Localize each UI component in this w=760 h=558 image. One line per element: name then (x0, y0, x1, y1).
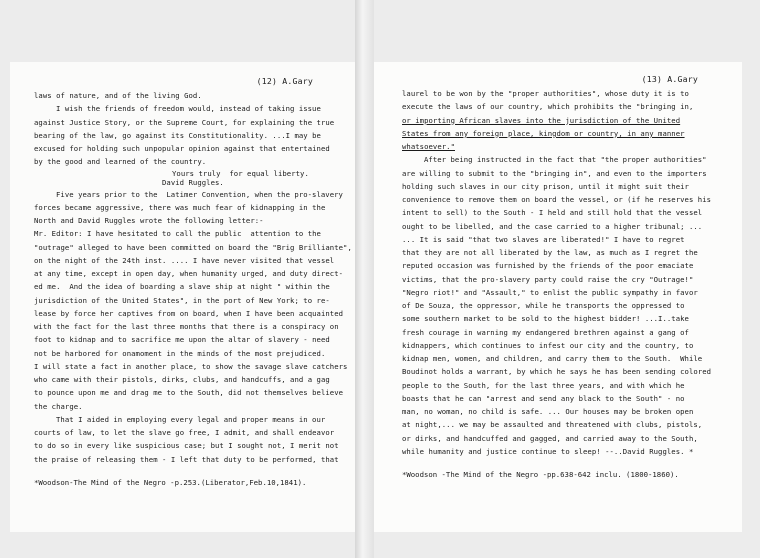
footnote: *Woodson-The Mind of the Negro -p.253.(Liberator,Feb.10,1841). (34, 477, 307, 487)
text-line: are willing to submit to the "bringing in", and even to the importers (402, 168, 707, 178)
left-page (10, 62, 355, 532)
text-line: foot to kidnap and to sacrifice me upon the altar of slavery - need (34, 335, 330, 345)
text-line: After being instructed in the fact that "the proper authorities" (424, 155, 707, 165)
text-line: victims, that the pro-slavery party could raise the cry "Outrage!" (402, 274, 694, 284)
text-line: laws of nature, and of the living God. (34, 91, 202, 100)
text-line: who came with their pistols, dirks, clubs, and handcuffs, and a gag (34, 375, 330, 384)
text-line: intent to sell) to the South - I held and still hold that the vessel (402, 208, 703, 218)
text-line: to pounce upon me and drag me to the South, did not themselves believe (34, 388, 344, 398)
underlined-text-line: or importing African slaves into the jurisdiction of the United (402, 115, 681, 125)
text-line: I wish the friends of freedom would, instead of taking issue (56, 104, 321, 114)
text-line: ... It is said "that two slaves are liberated!" I have to regret (402, 234, 685, 244)
text-line: jurisdiction of the United States", in the port of New York; to re- (34, 295, 330, 305)
text-line: at night,... we may be assaulted and threatened with clubs, pistols, (402, 420, 703, 430)
text-line: holding such slaves in our city prison, until it might suit their (402, 181, 689, 191)
text-line: ought to be libelled, and the case carried to a higher tribunal; ... (402, 221, 703, 231)
underlined-text-line: States from any foreign place, kingdom or country, in any manner (402, 128, 685, 138)
text-line: the praise of releasing them - I left that duty to be performed, that (34, 454, 339, 464)
text-line: by the good and learned of the country. (34, 157, 207, 167)
text-line: lease by force her captives from on board, when I have been acquainted (34, 308, 344, 318)
text-line: people to the South, for the last three years, and with which he (402, 380, 685, 390)
text-line: "Negro riot!" and "Assault," to enlist the public sympathy in favor (402, 287, 698, 297)
page-header: (12) A.Gary (256, 76, 313, 86)
text-line: on the night of the 24th inst. .... I have never visited that vessel (34, 255, 335, 265)
text-line: Boudinot holds a warrant, by which he says he has been sending colored (402, 367, 712, 377)
text-line: man, no woman, no child is safe. ... Our houses may be broken open (402, 407, 694, 416)
text-line: Five years prior to the Latimer Convention, when the pro-slavery (56, 189, 343, 199)
text-line: I will state a fact in another place, to show the savage slave catchers (34, 361, 348, 371)
text-line: forces became aggressive, there was much fear of kidnapping in the (34, 202, 326, 212)
text-line: That I aided in employing every legal and proper means in our (56, 414, 326, 424)
text-line: reputed occasion was furnished by the friends of the poor emaciate (402, 261, 694, 271)
signature-line: David Ruggles. (162, 177, 224, 187)
footnote: *Woodson -The Mind of the Negro -pp.638-642 inclu. (1800-1860). (402, 470, 679, 479)
text-line: ed me. And the idea of boarding a slave ship at night " within the (34, 282, 330, 292)
text-line: excused for holding such unpopular opinion against that entertained (34, 144, 330, 153)
text-line: courts of law, to let the slave go free, I admit, and shall endeavor (34, 428, 335, 437)
text-line: to do so in every like suspicious case; but I sought not, I merit not (34, 441, 339, 451)
text-line: boasts that he can "arrest and send any black to the South" - no (402, 393, 685, 403)
text-line: that they are not all liberated by the law, as much as I regret the (402, 248, 698, 257)
text-line: of De Souza, the oppressor, while he transports the oppressed to (402, 301, 685, 310)
right-page (374, 62, 742, 532)
text-line: at any time, except in open day, when humanity urged, and duty direct- (34, 269, 344, 278)
text-line: laurel to be won by the "proper authorities", whose duty it is to (402, 89, 689, 98)
text-line: North and David Ruggles wrote the following letter:- (34, 216, 264, 225)
text-line: not be harbored for onamoment in the minds of the most prejudiced. (34, 348, 326, 358)
page-header: (13) A.Gary (641, 74, 698, 84)
text-line: execute the laws of our country, which prohibits the "bringing in, (402, 102, 694, 112)
text-line: against Justice Story, or the Supreme Court, for explaining the true (34, 117, 335, 127)
text-line: kidnappers, which continues to infest our city and the country, to (402, 340, 694, 350)
text-line: the charge. (34, 401, 83, 411)
text-line: some southern market to be sold to the highest bidder! ...I..take (402, 314, 689, 324)
text-line: or dirks, and handcuffed and gagged, and carried away to the South, (402, 433, 698, 443)
text-line: with the fact for the last three months that there is a conspiracy on (34, 322, 339, 331)
text-line: bearing of the law, go against its Constitutionality. ...I may be (34, 130, 321, 140)
text-line: while humanity and justice continue to sleep! --..David Ruggles. * (402, 446, 694, 456)
text-line: convenience to remove them on board the vessel, or (if he reserves his (402, 195, 712, 204)
text-line: Mr. Editor: I have hesitated to call the public attention to the (34, 229, 321, 239)
text-line: "outrage" alleged to have been committed on board the "Brig Brilliante", (34, 242, 352, 252)
text-line: fresh courage in warning my endangered brethren against a gang of (402, 327, 689, 337)
closing-line: Yours truly for equal liberty. (172, 168, 309, 178)
text-line: kidnap men, women, and children, and carry them to the South. While (402, 354, 703, 363)
book-gutter (355, 0, 374, 558)
underlined-text-line: whatsoever." (402, 142, 455, 151)
